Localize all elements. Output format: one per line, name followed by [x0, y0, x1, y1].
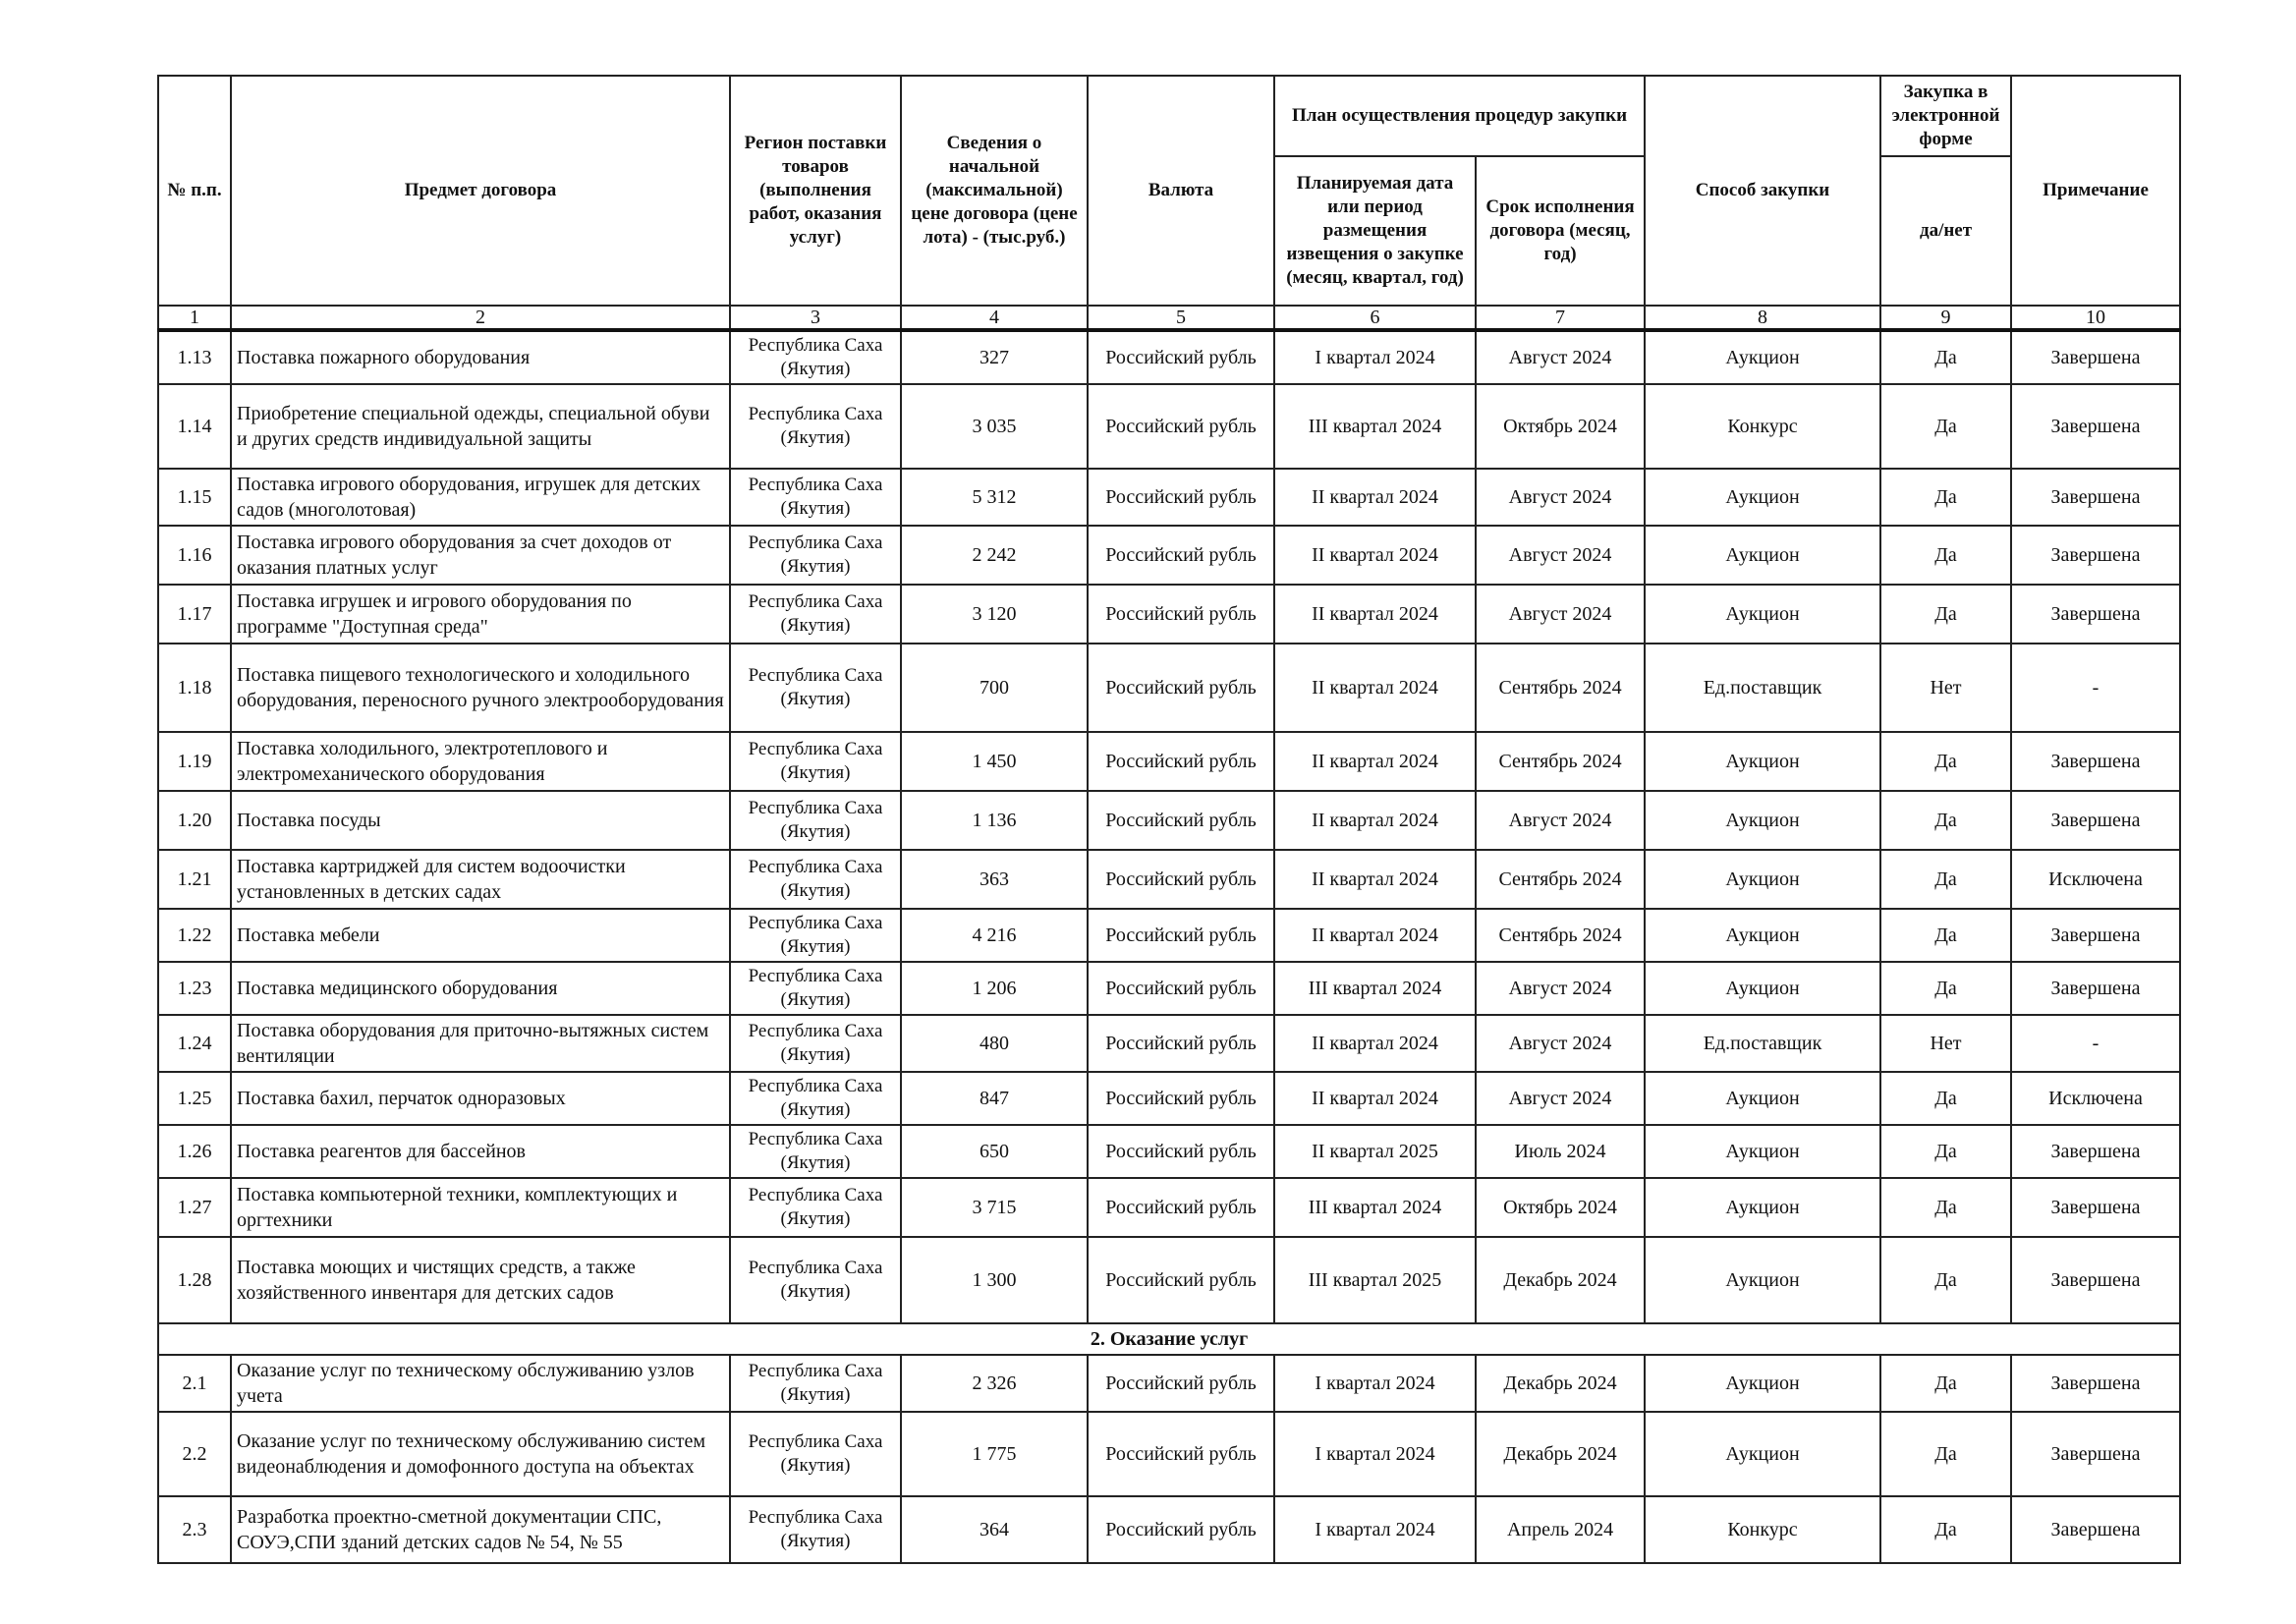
row-number: 1.20	[158, 791, 231, 850]
region-cell: Республика Саха (Якутия)	[730, 1496, 901, 1563]
subject-cell: Поставка реагентов для бассейнов	[231, 1125, 730, 1178]
electronic-cell: Да	[1880, 384, 2011, 469]
region-cell: Республика Саха (Якутия)	[730, 644, 901, 732]
region-cell: Республика Саха (Якутия)	[730, 526, 901, 585]
electronic-cell: Да	[1880, 962, 2011, 1015]
term-cell: Сентябрь 2024	[1476, 644, 1645, 732]
price-cell: 1 136	[901, 791, 1088, 850]
subject-cell: Поставка компьютерной техники, комплектующих и оргтехники	[231, 1178, 730, 1237]
currency-cell: Российский рубль	[1088, 1125, 1274, 1178]
currency-cell: Российский рубль	[1088, 909, 1274, 962]
section-title: 2. Оказание услуг	[158, 1323, 2180, 1355]
col-number: 9	[1880, 306, 2011, 330]
row-number: 1.15	[158, 469, 231, 526]
price-cell: 3 035	[901, 384, 1088, 469]
currency-cell: Российский рубль	[1088, 644, 1274, 732]
electronic-cell: Да	[1880, 1496, 2011, 1563]
electronic-cell: Да	[1880, 585, 2011, 644]
header-yesno: да/нет	[1880, 156, 2011, 306]
row-number: 1.25	[158, 1072, 231, 1125]
method-cell: Аукцион	[1645, 850, 1880, 909]
method-cell: Ед.поставщик	[1645, 644, 1880, 732]
subject-cell: Поставка холодильного, электротеплового и электромеханического оборудования	[231, 732, 730, 791]
plan-date-cell: II квартал 2024	[1274, 909, 1476, 962]
note-cell: Завершена	[2011, 1178, 2180, 1237]
table-row	[158, 1125, 2180, 1178]
row-number: 2.2	[158, 1412, 231, 1496]
plan-date-cell: II квартал 2024	[1274, 1072, 1476, 1125]
electronic-cell: Да	[1880, 732, 2011, 791]
note-cell: Завершена	[2011, 962, 2180, 1015]
electronic-cell: Нет	[1880, 1015, 2011, 1072]
plan-date-cell: II квартал 2024	[1274, 1015, 1476, 1072]
price-cell: 1 300	[901, 1237, 1088, 1323]
term-cell: Октябрь 2024	[1476, 384, 1645, 469]
electronic-cell: Да	[1880, 909, 2011, 962]
currency-cell: Российский рубль	[1088, 1355, 1274, 1412]
term-cell: Декабрь 2024	[1476, 1355, 1645, 1412]
method-cell: Аукцион	[1645, 585, 1880, 644]
col-number: 4	[901, 306, 1088, 330]
header-subject: Предмет договора	[231, 76, 730, 306]
electronic-cell: Да	[1880, 1355, 2011, 1412]
price-cell: 700	[901, 644, 1088, 732]
note-cell: Завершена	[2011, 1412, 2180, 1496]
col-number: 3	[730, 306, 901, 330]
header-note: Примечание	[2011, 76, 2180, 306]
col-number: 7	[1476, 306, 1645, 330]
table-row	[158, 585, 2180, 644]
col-number: 5	[1088, 306, 1274, 330]
col-number: 10	[2011, 306, 2180, 330]
currency-cell: Российский рубль	[1088, 1178, 1274, 1237]
note-cell: -	[2011, 644, 2180, 732]
table-row	[158, 1496, 2180, 1563]
region-cell: Республика Саха (Якутия)	[730, 1355, 901, 1412]
electronic-cell: Нет	[1880, 644, 2011, 732]
note-cell: Завершена	[2011, 469, 2180, 526]
subject-cell: Поставка медицинского оборудования	[231, 962, 730, 1015]
col-number: 1	[158, 306, 231, 330]
currency-cell: Российский рубль	[1088, 526, 1274, 585]
region-cell: Республика Саха (Якутия)	[730, 1412, 901, 1496]
table-row	[158, 1412, 2180, 1496]
electronic-cell: Да	[1880, 791, 2011, 850]
term-cell: Июль 2024	[1476, 1125, 1645, 1178]
price-cell: 480	[901, 1015, 1088, 1072]
table-row	[158, 962, 2180, 1015]
price-cell: 4 216	[901, 909, 1088, 962]
plan-date-cell: III квартал 2024	[1274, 384, 1476, 469]
price-cell: 1 450	[901, 732, 1088, 791]
row-number: 1.17	[158, 585, 231, 644]
electronic-cell: Да	[1880, 1125, 2011, 1178]
term-cell: Август 2024	[1476, 469, 1645, 526]
plan-date-cell: I квартал 2024	[1274, 1412, 1476, 1496]
header-plan-date: Планируемая дата или период размещения извещения о закупке (месяц, квартал, год)	[1274, 156, 1476, 306]
plan-date-cell: III квартал 2024	[1274, 1178, 1476, 1237]
price-cell: 2 326	[901, 1355, 1088, 1412]
region-cell: Республика Саха (Якутия)	[730, 1072, 901, 1125]
row-number: 1.13	[158, 330, 231, 384]
table-row	[158, 1015, 2180, 1072]
currency-cell: Российский рубль	[1088, 384, 1274, 469]
table-row	[158, 909, 2180, 962]
plan-date-cell: II квартал 2025	[1274, 1125, 1476, 1178]
subject-cell: Поставка моющих и чистящих средств, а также хозяйственного инвентаря для детских садов	[231, 1237, 730, 1323]
method-cell: Конкурс	[1645, 1496, 1880, 1563]
plan-date-cell: I квартал 2024	[1274, 1496, 1476, 1563]
note-cell: Исключена	[2011, 850, 2180, 909]
region-cell: Республика Саха (Якутия)	[730, 585, 901, 644]
note-cell: Завершена	[2011, 1496, 2180, 1563]
method-cell: Аукцион	[1645, 732, 1880, 791]
table-row	[158, 644, 2180, 732]
subject-cell: Оказание услуг по техническому обслуживанию узлов учета	[231, 1355, 730, 1412]
method-cell: Аукцион	[1645, 909, 1880, 962]
plan-date-cell: I квартал 2024	[1274, 330, 1476, 384]
section-2-header-row	[158, 1323, 2180, 1355]
note-cell: -	[2011, 1015, 2180, 1072]
term-cell: Сентябрь 2024	[1476, 732, 1645, 791]
plan-date-cell: II квартал 2024	[1274, 526, 1476, 585]
price-cell: 1 775	[901, 1412, 1088, 1496]
col-number: 8	[1645, 306, 1880, 330]
table-row	[158, 526, 2180, 585]
region-cell: Республика Саха (Якутия)	[730, 909, 901, 962]
method-cell: Аукцион	[1645, 791, 1880, 850]
currency-cell: Российский рубль	[1088, 962, 1274, 1015]
note-cell: Завершена	[2011, 526, 2180, 585]
note-cell: Завершена	[2011, 330, 2180, 384]
currency-cell: Российский рубль	[1088, 732, 1274, 791]
row-number: 1.24	[158, 1015, 231, 1072]
plan-date-cell: II квартал 2024	[1274, 850, 1476, 909]
table-row	[158, 384, 2180, 469]
method-cell: Аукцион	[1645, 1355, 1880, 1412]
electronic-cell: Да	[1880, 1178, 2011, 1237]
currency-cell: Российский рубль	[1088, 469, 1274, 526]
row-number: 1.21	[158, 850, 231, 909]
currency-cell: Российский рубль	[1088, 1496, 1274, 1563]
plan-date-cell: III квартал 2025	[1274, 1237, 1476, 1323]
region-cell: Республика Саха (Якутия)	[730, 1015, 901, 1072]
region-cell: Республика Саха (Якутия)	[730, 732, 901, 791]
row-number: 2.1	[158, 1355, 231, 1412]
electronic-cell: Да	[1880, 1237, 2011, 1323]
region-cell: Республика Саха (Якутия)	[730, 962, 901, 1015]
region-cell: Республика Саха (Якутия)	[730, 330, 901, 384]
note-cell: Исключена	[2011, 1072, 2180, 1125]
col-number: 6	[1274, 306, 1476, 330]
term-cell: Сентябрь 2024	[1476, 909, 1645, 962]
electronic-cell: Да	[1880, 469, 2011, 526]
note-cell: Завершена	[2011, 732, 2180, 791]
header-currency: Валюта	[1088, 76, 1274, 306]
price-cell: 364	[901, 1496, 1088, 1563]
currency-cell: Российский рубль	[1088, 791, 1274, 850]
method-cell: Аукцион	[1645, 469, 1880, 526]
method-cell: Аукцион	[1645, 962, 1880, 1015]
table-row	[158, 1237, 2180, 1323]
method-cell: Аукцион	[1645, 526, 1880, 585]
header-term: Срок исполнения договора (месяц, год)	[1476, 156, 1645, 306]
currency-cell: Российский рубль	[1088, 1072, 1274, 1125]
table-row	[158, 791, 2180, 850]
electronic-cell: Да	[1880, 526, 2011, 585]
subject-cell: Поставка картриджей для систем водоочистки установленных в детских садах	[231, 850, 730, 909]
method-cell: Аукцион	[1645, 1237, 1880, 1323]
row-number: 1.16	[158, 526, 231, 585]
plan-date-cell: II квартал 2024	[1274, 791, 1476, 850]
price-cell: 327	[901, 330, 1088, 384]
currency-cell: Российский рубль	[1088, 1412, 1274, 1496]
procurement-table	[157, 75, 2181, 1564]
row-number: 1.27	[158, 1178, 231, 1237]
plan-date-cell: III квартал 2024	[1274, 962, 1476, 1015]
note-cell: Завершена	[2011, 585, 2180, 644]
method-cell: Ед.поставщик	[1645, 1015, 1880, 1072]
note-cell: Завершена	[2011, 1355, 2180, 1412]
electronic-cell: Да	[1880, 850, 2011, 909]
region-cell: Республика Саха (Якутия)	[730, 1237, 901, 1323]
term-cell: Декабрь 2024	[1476, 1237, 1645, 1323]
method-cell: Аукцион	[1645, 1072, 1880, 1125]
term-cell: Август 2024	[1476, 1015, 1645, 1072]
electronic-cell: Да	[1880, 330, 2011, 384]
note-cell: Завершена	[2011, 909, 2180, 962]
term-cell: Август 2024	[1476, 585, 1645, 644]
currency-cell: Российский рубль	[1088, 330, 1274, 384]
note-cell: Завершена	[2011, 1237, 2180, 1323]
region-cell: Республика Саха (Якутия)	[730, 1125, 901, 1178]
table-row	[158, 1355, 2180, 1412]
price-cell: 847	[901, 1072, 1088, 1125]
price-cell: 2 242	[901, 526, 1088, 585]
subject-cell: Поставка посуды	[231, 791, 730, 850]
term-cell: Сентябрь 2024	[1476, 850, 1645, 909]
note-cell: Завершена	[2011, 384, 2180, 469]
row-number: 1.14	[158, 384, 231, 469]
section-1-rows	[158, 330, 2180, 1323]
currency-cell: Российский рубль	[1088, 850, 1274, 909]
electronic-cell: Да	[1880, 1072, 2011, 1125]
price-cell: 1 206	[901, 962, 1088, 1015]
plan-date-cell: I квартал 2024	[1274, 1355, 1476, 1412]
method-cell: Конкурс	[1645, 384, 1880, 469]
method-cell: Аукцион	[1645, 330, 1880, 384]
term-cell: Август 2024	[1476, 791, 1645, 850]
subject-cell: Поставка оборудования для приточно-вытяжных систем вентиляции	[231, 1015, 730, 1072]
table-row	[158, 1072, 2180, 1125]
term-cell: Август 2024	[1476, 962, 1645, 1015]
subject-cell: Поставка бахил, перчаток одноразовых	[231, 1072, 730, 1125]
table-row	[158, 732, 2180, 791]
term-cell: Декабрь 2024	[1476, 1412, 1645, 1496]
row-number: 1.23	[158, 962, 231, 1015]
plan-date-cell: II квартал 2024	[1274, 644, 1476, 732]
currency-cell: Российский рубль	[1088, 1015, 1274, 1072]
electronic-cell: Да	[1880, 1412, 2011, 1496]
row-number: 1.18	[158, 644, 231, 732]
row-number: 1.22	[158, 909, 231, 962]
term-cell: Август 2024	[1476, 1072, 1645, 1125]
table-row	[158, 469, 2180, 526]
plan-date-cell: II квартал 2024	[1274, 585, 1476, 644]
column-numbers-row	[158, 306, 2180, 330]
price-cell: 3 715	[901, 1178, 1088, 1237]
header-method: Способ закупки	[1645, 76, 1880, 306]
subject-cell: Поставка игрового оборудования, игрушек для детских садов (многолотовая)	[231, 469, 730, 526]
procurement-plan-sheet	[157, 75, 2179, 1564]
region-cell: Республика Саха (Якутия)	[730, 1178, 901, 1237]
price-cell: 650	[901, 1125, 1088, 1178]
subject-cell: Поставка пищевого технологического и холодильного оборудования, переносного ручного электрооборудования	[231, 644, 730, 732]
term-cell: Август 2024	[1476, 330, 1645, 384]
table-row	[158, 850, 2180, 909]
plan-date-cell: II квартал 2024	[1274, 732, 1476, 791]
price-cell: 3 120	[901, 585, 1088, 644]
plan-date-cell: II квартал 2024	[1274, 469, 1476, 526]
subject-cell: Поставка пожарного оборудования	[231, 330, 730, 384]
header-electronic: Закупка в электронной форме	[1880, 76, 2011, 156]
currency-cell: Российский рубль	[1088, 585, 1274, 644]
header-region: Регион поставки товаров (выполнения работ, оказания услуг)	[730, 76, 901, 306]
subject-cell: Поставка игрушек и игрового оборудования по программе "Доступная среда"	[231, 585, 730, 644]
region-cell: Республика Саха (Якутия)	[730, 469, 901, 526]
term-cell: Октябрь 2024	[1476, 1178, 1645, 1237]
subject-cell: Приобретение специальной одежды, специальной обуви и других средств индивидуальной защиты	[231, 384, 730, 469]
row-number: 1.28	[158, 1237, 231, 1323]
header-num: № п.п.	[158, 76, 231, 306]
note-cell: Завершена	[2011, 1125, 2180, 1178]
method-cell: Аукцион	[1645, 1125, 1880, 1178]
row-number: 1.26	[158, 1125, 231, 1178]
method-cell: Аукцион	[1645, 1178, 1880, 1237]
subject-cell: Оказание услуг по техническому обслуживанию систем видеонаблюдения и домофонного доступа на объектах	[231, 1412, 730, 1496]
section-2-rows	[158, 1355, 2180, 1563]
price-cell: 363	[901, 850, 1088, 909]
row-number: 1.19	[158, 732, 231, 791]
method-cell: Аукцион	[1645, 1412, 1880, 1496]
region-cell: Республика Саха (Якутия)	[730, 791, 901, 850]
region-cell: Республика Саха (Якутия)	[730, 850, 901, 909]
region-cell: Республика Саха (Якутия)	[730, 384, 901, 469]
table-row	[158, 1178, 2180, 1237]
subject-cell: Разработка проектно-сметной документации СПС, СОУЭ,СПИ зданий детских садов № 54, № 55	[231, 1496, 730, 1563]
table-row	[158, 330, 2180, 384]
term-cell: Август 2024	[1476, 526, 1645, 585]
header-plan: План осуществления процедур закупки	[1274, 76, 1645, 156]
term-cell: Апрель 2024	[1476, 1496, 1645, 1563]
subject-cell: Поставка мебели	[231, 909, 730, 962]
row-number: 2.3	[158, 1496, 231, 1563]
note-cell: Завершена	[2011, 791, 2180, 850]
col-number: 2	[231, 306, 730, 330]
price-cell: 5 312	[901, 469, 1088, 526]
header-price: Сведения о начальной (максимальной) цене договора (цене лота) - (тыс.руб.)	[901, 76, 1088, 306]
subject-cell: Поставка игрового оборудования за счет доходов от оказания платных услуг	[231, 526, 730, 585]
currency-cell: Российский рубль	[1088, 1237, 1274, 1323]
